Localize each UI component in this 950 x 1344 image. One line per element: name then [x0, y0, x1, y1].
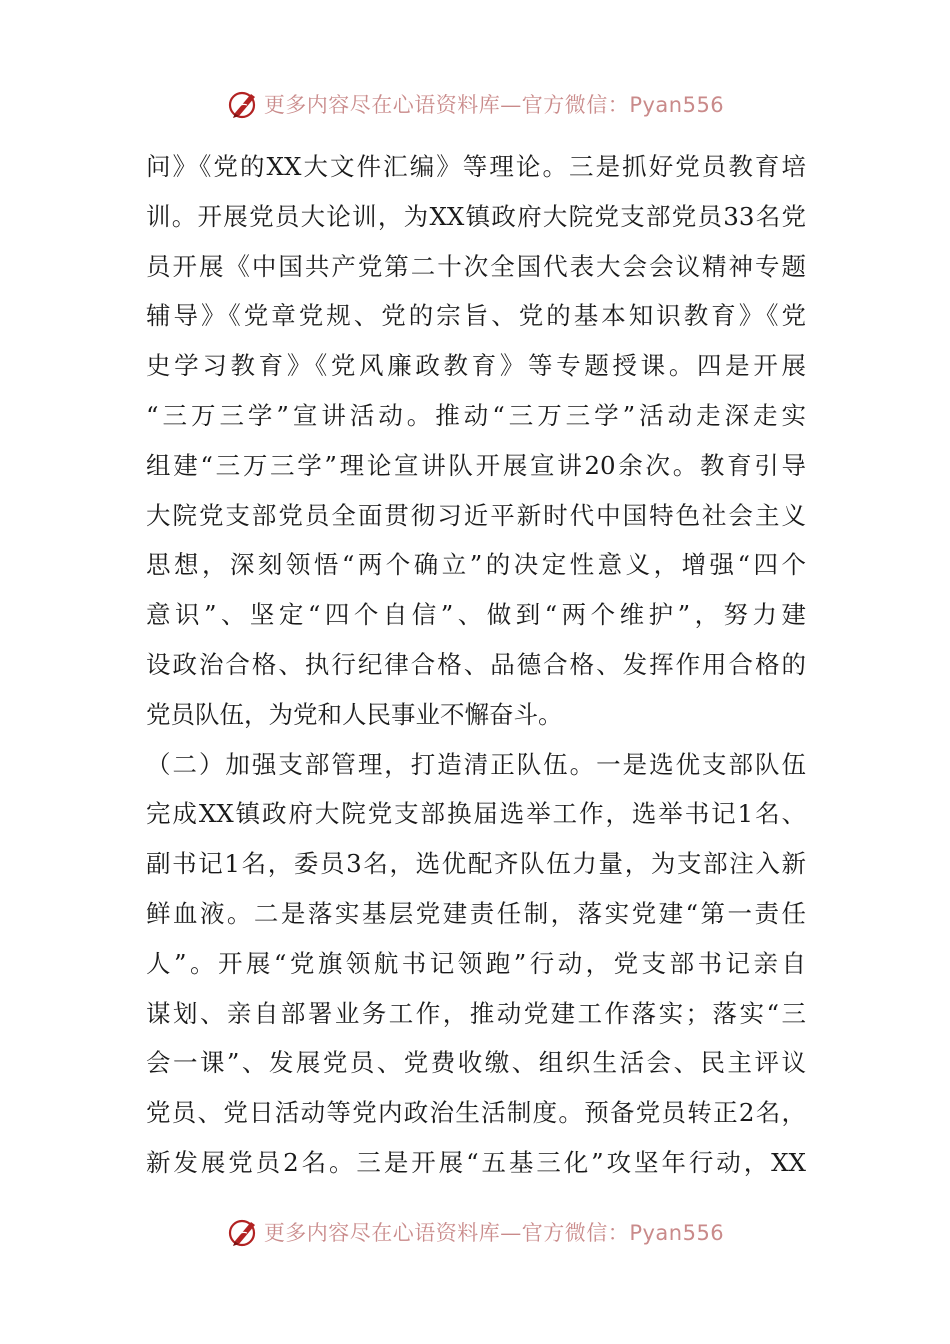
text-line: 员开展《中国共产党第二十次全国代表大会会议精神专题	[146, 251, 806, 281]
text-line: 人”。开展“党旗领航书记领跑”行动，党支部书记亲自	[146, 948, 806, 978]
section-heading-line: （二）加强支部管理，打造清正队伍。一是选优支部队伍	[146, 749, 806, 779]
text-line: 副书记1名，委员3名，选优配齐队伍力量，为支部注入新	[146, 849, 806, 879]
text-line: 完成XX镇政府大院党支部换届选举工作，选举书记1名、	[146, 799, 806, 829]
text-line: 史学习教育》《党风廉政教育》等专题授课。四是开展	[146, 351, 806, 381]
pen-circle-icon	[226, 1215, 260, 1249]
text-line: 党员、党日活动等党内政治生活制度。预备党员转正2名，	[146, 1098, 806, 1128]
text-line: 思想，深刻领悟“两个确立”的决定性意义，增强“四个	[146, 550, 806, 580]
text-line: 辅导》《党章党规、党的宗旨、党的基本知识教育》《党	[146, 301, 806, 331]
watermark-text: 更多内容尽在心语资料库—官方微信：Pyan556	[263, 93, 725, 117]
text-line: 问》《党的XX大文件汇编》等理论。三是抓好党员教育培	[146, 152, 806, 181]
text-line: 鲜血液。二是落实基层党建责任制，落实党建“第一责任	[146, 898, 806, 928]
watermark-header	[0, 84, 950, 124]
watermark-text: 更多内容尽在心语资料库—官方微信：Pyan556	[263, 1221, 725, 1245]
watermark-footer	[0, 1212, 950, 1252]
pen-circle-icon	[226, 87, 260, 121]
text-line: 新发展党员2名。三是开展“五基三化”攻坚年行动，XX	[146, 1147, 806, 1177]
document-body	[146, 142, 806, 1188]
text-line: 大院党支部党员全面贯彻习近平新时代中国特色社会主义	[146, 500, 806, 530]
text-line: 设政治合格、执行纪律合格、品德合格、发挥作用合格的	[146, 649, 806, 679]
text-line: 意识”、坚定“四个自信”、做到“两个维护”，努力建	[146, 600, 806, 630]
text-line: 训。开展党员大论训，为XX镇政府大院党支部党员33名党	[146, 201, 806, 231]
text-line: 党员队伍，为党和人民事业不懈奋斗。	[146, 699, 563, 729]
text-line: 谋划、亲自部署业务工作，推动党建工作落实；落实“三	[146, 998, 806, 1028]
text-line: 组建“三万三学”理论宣讲队开展宣讲20余次。教育引导	[146, 450, 806, 480]
text-line: “三万三学”宣讲活动。推动“三万三学”活动走深走实	[146, 400, 806, 430]
text-line: 会一课”、发展党员、党费收缴、组织生活会、民主评议	[146, 1048, 806, 1078]
